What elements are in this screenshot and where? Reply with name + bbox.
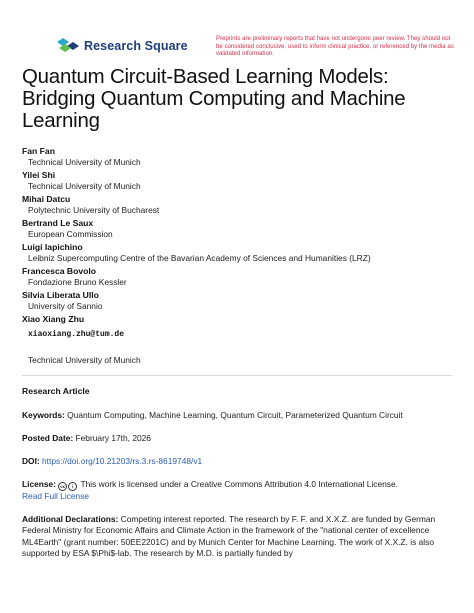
page-header [0, 0, 474, 62]
license-label: License: [22, 479, 56, 489]
author-name: Mihai Datcu [22, 194, 71, 204]
article-type: Research Article [22, 386, 90, 396]
section-divider [22, 375, 452, 376]
creative-commons-icon: cc [60, 484, 66, 489]
document-body [22, 66, 454, 559]
corresponding-author-email[interactable]: xiaoxiang.zhu@tum.de [28, 330, 125, 339]
keywords-label: Keywords: [22, 410, 65, 420]
license-line [22, 479, 454, 502]
keywords-value: Quantum Computing, Machine Learning, Quantum Circuit, Parameterized Quantum Circuit [67, 410, 403, 420]
author-name: Fan Fan [22, 146, 55, 156]
author-affiliation: University of Sannio [28, 301, 103, 311]
author-name: Bertrand Le Saux [22, 218, 94, 228]
license-text: This work is licensed under a Creative Commons Attribution 4.0 International License. [80, 479, 398, 489]
corresponding-author-affiliation: Technical University of Munich [28, 355, 141, 365]
declarations-label: Additional Declarations: [22, 514, 119, 524]
author-name: Silvia Liberata Ullo [22, 290, 99, 300]
author-list [22, 146, 454, 366]
preprint-disclaimer: Preprints are preliminary reports that have not undergone peer review. They should not be considered conclusive, used to inform clinical practice, or referenced by the media as validated information. [216, 35, 454, 58]
doi-link[interactable]: https://doi.org/10.21203/rs.3.rs-8619748/v1 [42, 456, 203, 466]
paper-title: Quantum Circuit-Based Learning Models: Bridging Quantum Computing and Machine Learning [22, 66, 406, 132]
additional-declarations [22, 514, 454, 559]
posted-date-value: February 17th, 2026 [75, 433, 151, 443]
doi-label: DOI: [22, 456, 40, 466]
author-name: Francesca Bovolo [22, 266, 97, 276]
corresponding-author-name: Xiao Xiang Zhu [22, 314, 85, 324]
read-full-license-link[interactable]: Read Full License [22, 491, 90, 501]
research-square-logo-icon [57, 38, 79, 54]
attribution-icon: i [68, 482, 77, 491]
author-affiliation: European Commission [28, 229, 113, 239]
author-affiliation: Technical University of Munich [28, 181, 141, 191]
author-name: Yilei Shi [22, 170, 56, 180]
declarations-text: Competing interest reported. The research by F. F. and X.X.Z. are funded by German Federal Ministry for Economic Affairs and Climate Action in the framework of the "national center of excellence ML4Earth" (grant number: 50EE2201C) and by Munich Center for Machine Learning. The work of X.X.Z. is also supported by ESA $\Phi$-lab. The research by M.D. is partially funded by [22, 514, 436, 558]
author-affiliation: Technical University of Munich [28, 157, 141, 167]
keywords-line [22, 410, 454, 421]
author-affiliation: Fondazione Bruno Kessler [28, 277, 127, 287]
doi-line [22, 456, 454, 467]
brand-name: Research Square [84, 39, 188, 53]
posted-date-line [22, 433, 454, 444]
posted-date-label: Posted Date: [22, 433, 74, 443]
author-affiliation: Leibniz Supercomputing Centre of the Bavarian Academy of Sciences and Humanities (LRZ) [28, 253, 371, 263]
author-name: Luigi Iapichino [22, 242, 83, 252]
author-affiliation: Polytechnic University of Bucharest [28, 205, 160, 215]
research-square-logo[interactable] [57, 38, 188, 54]
